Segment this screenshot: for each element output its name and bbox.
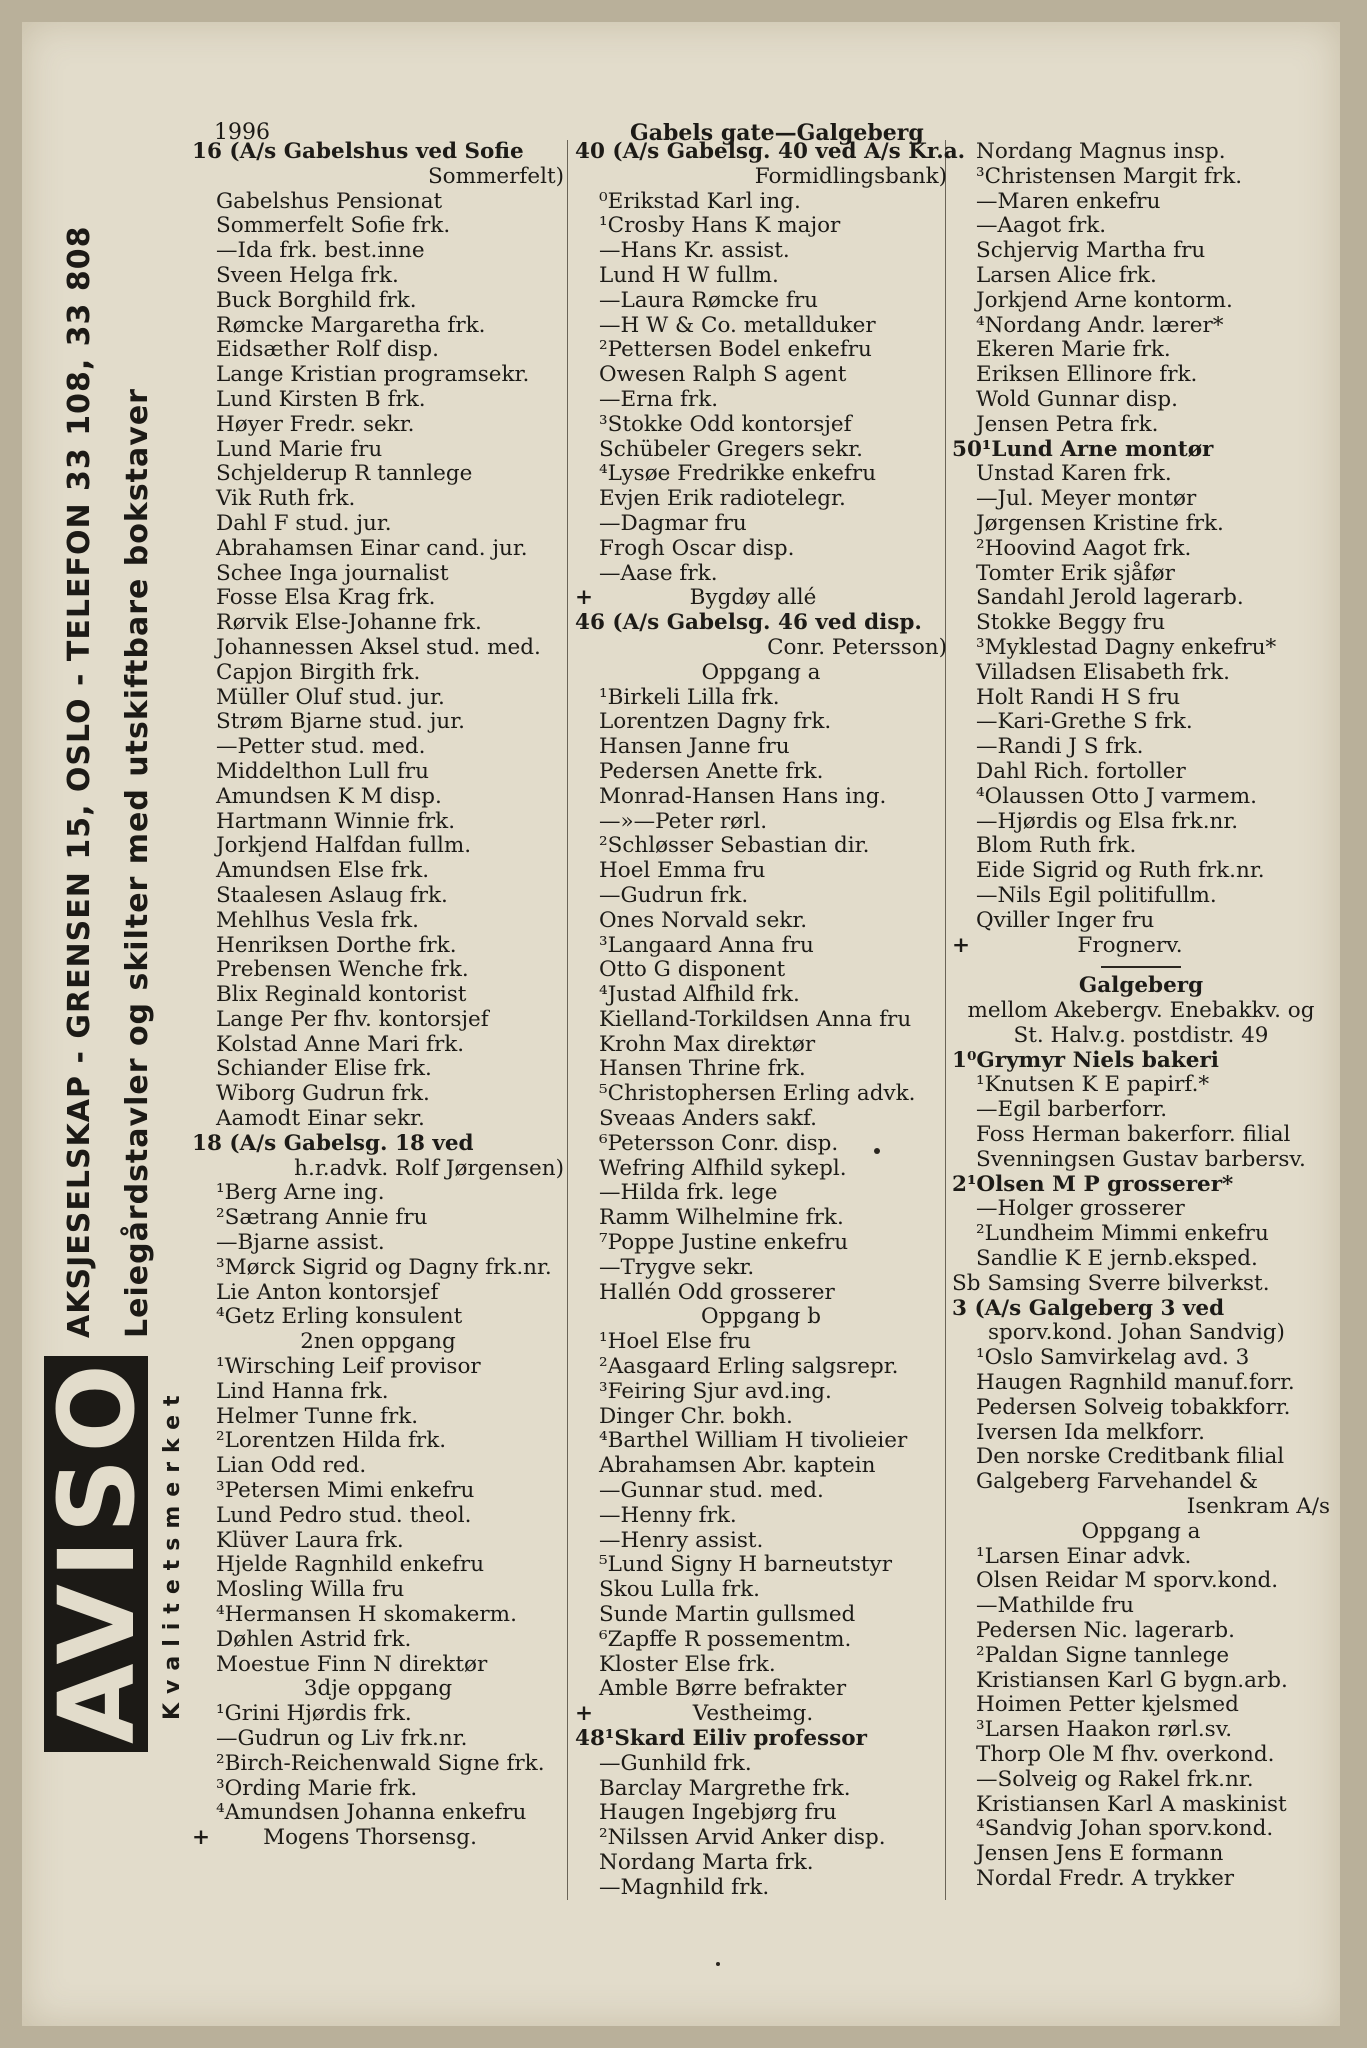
directory-entry: Jensen Jens E formann <box>976 1841 1224 1867</box>
directory-entry: ⁴Nordang Andr. lærer* <box>976 312 1224 338</box>
directory-entry: Hartmann Winnie frk. <box>216 808 456 834</box>
directory-entry: ³Christensen Margit frk. <box>976 163 1243 189</box>
directory-entry: ⁵Lund Signy H barneutstyr <box>599 1552 892 1578</box>
directory-entry: Oppgang a <box>1081 1518 1201 1544</box>
directory-entry: Stokke Beggy fru <box>976 610 1166 636</box>
directory-entry: Sandahl Jerold lagerarb. <box>976 585 1244 611</box>
directory-entry: ³Langaard Anna fru <box>599 932 814 958</box>
directory-entry: ⁴Amundsen Johanna enkefru <box>216 1800 527 1826</box>
directory-entry: ⁴Sandvig Johan sporv.kond. <box>976 1816 1274 1842</box>
directory-entry: ³Ording Marie frk. <box>216 1775 418 1801</box>
directory-entry: Klüver Laura frk. <box>216 1527 404 1553</box>
directory-entry: —Hilda frk. lege <box>599 1180 778 1206</box>
directory-entry <box>575 1702 947 1727</box>
directory-entry: Lian Odd red. <box>216 1453 367 1479</box>
directory-entry: —Gudrun og Liv frk.nr. <box>216 1726 468 1751</box>
directory-entry: Sb Samsing Sverre bilverkst. <box>952 1270 1270 1296</box>
directory-entry: ²Nilssen Arvid Anker disp. <box>599 1825 886 1851</box>
directory-entry: —Trygve sekr. <box>599 1254 755 1280</box>
directory-entry: Hansen Thrine frk. <box>599 1056 806 1082</box>
directory-entry: Ramm Wilhelmine frk. <box>599 1205 844 1231</box>
directory-entry: Pedersen Nic. lagerarb. <box>976 1618 1235 1644</box>
directory-entry: Dahl F stud. jur. <box>216 510 392 536</box>
directory-entry: Galgeberg <box>1078 973 1204 999</box>
directory-entry: Staalesen Aslaug frk. <box>216 882 448 908</box>
directory-entry: ⁴Olaussen Otto J varmem. <box>976 783 1257 809</box>
directory-entry: ²Sætrang Annie fru <box>216 1205 428 1231</box>
directory-entry: Eidsæther Rolf disp. <box>216 337 439 363</box>
directory-entry: Nordang Marta frk. <box>599 1849 814 1875</box>
directory-entry: sporv.kond. Johan Sandvig) <box>988 1320 1285 1346</box>
directory-entry: —Laura Rømcke fru <box>599 287 818 313</box>
directory-entry: Pedersen Anette frk. <box>599 758 824 784</box>
ad-product-line: Leiegårdstavler og skilter med utskiftbare bokstaver <box>120 388 155 1338</box>
directory-entry <box>192 1826 564 1851</box>
directory-entry: Blom Ruth frk. <box>976 833 1137 859</box>
directory-entry: Schiander Elise frk. <box>216 1056 432 1082</box>
directory-entry: Middelthon Lull fru <box>216 758 429 784</box>
directory-entry: Evjen Erik radiotelegr. <box>599 486 846 512</box>
directory-entry: Amundsen K M disp. <box>216 783 442 809</box>
directory-entry: Galgeberg Farvehandel & <box>976 1469 1258 1495</box>
directory-entry: Foss Herman bakerforr. filial <box>976 1122 1291 1148</box>
directory-entry: Schee Inga journalist <box>216 560 449 586</box>
directory-entry: Sveen Helga frk. <box>216 262 399 288</box>
directory-entry: Iversen Ida melkforr. <box>976 1419 1205 1445</box>
cross-street-label: Vestheimg. <box>692 1701 814 1727</box>
directory-entry: ³Petersen Mimi enkefru <box>216 1478 475 1504</box>
directory-entry: Kloster Else frk. <box>599 1651 776 1677</box>
directory-entry: 2¹Olsen M P grosserer* <box>952 1171 1234 1197</box>
directory-entry: Lind Hanna frk. <box>216 1378 389 1404</box>
directory-entry: Svenningsen Gustav barbersv. <box>976 1146 1306 1172</box>
directory-entry: Hoel Emma fru <box>599 858 766 884</box>
directory-entry: Lorentzen Dagny frk. <box>599 709 832 735</box>
directory-entry: Formidlingsbank) <box>754 163 947 189</box>
directory-entry: ⁶Petersson Conr. disp. <box>599 1130 839 1156</box>
directory-entry: mellom Akebergv. Enebakkv. og <box>967 998 1315 1024</box>
directory-entry: Lange Per fhv. kontorsjef <box>216 1006 489 1032</box>
directory-entry: Villadsen Elisabeth frk. <box>976 659 1231 685</box>
directory-entry: —Hjørdis og Elsa frk.nr. <box>976 808 1239 834</box>
directory-entry: Abrahamsen Abr. kaptein <box>599 1453 876 1479</box>
directory-entry: Wold Gunnar disp. <box>976 386 1178 412</box>
directory-entry: Jensen Petra frk. <box>976 411 1159 437</box>
cross-street-marker-icon: + <box>575 585 594 611</box>
directory-entry: Amble Børre befrakter <box>599 1676 847 1702</box>
directory-entry: Monrad-Hansen Hans ing. <box>599 783 887 809</box>
directory-entry: —Hans Kr. assist. <box>599 238 790 264</box>
directory-entry: Haugen Ragnhild manuf.forr. <box>976 1370 1295 1396</box>
directory-entry: —Kari-Grethe S frk. <box>976 709 1193 735</box>
directory-entry: Barclay Margrethe frk. <box>599 1775 851 1801</box>
directory-entry: Thorp Ole M fhv. overkond. <box>976 1742 1275 1767</box>
aviso-logo-text: AVISO <box>36 1358 158 1744</box>
directory-entry: 16 (A/s Gabelshus ved Sofie <box>192 139 524 164</box>
directory-entry: Lund Pedro stud. theol. <box>216 1502 472 1528</box>
directory-entry: Amundsen Else frk. <box>216 858 430 884</box>
cross-street-marker-icon: + <box>575 1701 594 1727</box>
directory-entry: Qviller Inger fru <box>976 907 1155 933</box>
directory-entry: Wefring Alfhild sykepl. <box>599 1155 847 1181</box>
directory-entry: Larsen Alice frk. <box>976 262 1157 288</box>
cross-street-label: Mogens Thorsensg. <box>263 1825 477 1851</box>
directory-entry: Hallén Odd grosserer <box>599 1279 835 1305</box>
page-number: 1996 <box>214 120 270 145</box>
directory-entry: —Mathilde fru <box>976 1593 1134 1619</box>
aviso-logo <box>36 1356 158 1752</box>
directory-entry: 46 (A/s Gabelsg. 46 ved disp. <box>575 610 922 636</box>
directory-entry: 48¹Skard Eiliv professor <box>575 1726 867 1751</box>
directory-entry: Ones Norvald sekr. <box>599 907 808 933</box>
directory-entry: —Bjarne assist. <box>216 1230 385 1256</box>
directory-entry: Hjelde Ragnhild enkefru <box>216 1552 485 1578</box>
directory-entry: —Solveig og Rakel frk.nr. <box>976 1766 1254 1792</box>
directory-entry: Isenkram A/s <box>1186 1494 1330 1520</box>
ink-speck <box>716 1962 720 1966</box>
directory-entry: ³Feiring Sjur avd.ing. <box>599 1378 832 1404</box>
directory-entry: Dahl Rich. fortoller <box>976 758 1186 784</box>
directory-entry: ²Aasgaard Erling salgsrepr. <box>599 1354 899 1380</box>
cross-street-label: Frognerv. <box>1077 932 1183 958</box>
directory-entry: ¹Hoel Else fru <box>599 1329 751 1355</box>
directory-entry: Kristiansen Karl A maskinist <box>976 1791 1287 1817</box>
directory-entry: Conr. Petersson) <box>767 634 947 660</box>
directory-entry: Lund Marie fru <box>216 436 383 462</box>
directory-entry: Tomter Erik sjåfør <box>976 560 1175 586</box>
directory-entry: 2nen oppgang <box>300 1329 456 1355</box>
directory-entry: Dinger Chr. bokh. <box>599 1403 793 1429</box>
directory-entry: St. Halv.g. postdistr. 49 <box>1013 1022 1269 1048</box>
directory-entry: 50¹Lund Arne montør <box>952 436 1214 462</box>
directory-entry: ¹Larsen Einar advk. <box>976 1543 1192 1569</box>
directory-entry: Helmer Tunne frk. <box>216 1403 419 1429</box>
directory-entry: Eide Sigrid og Ruth frk.nr. <box>976 858 1265 884</box>
directory-entry: Krohn Max direktør <box>599 1031 816 1057</box>
ink-speck <box>874 1148 880 1154</box>
directory-entry: Blix Reginald kontorist <box>216 982 467 1008</box>
directory-entry: Oppgang a <box>701 659 821 685</box>
directory-entry: —Maren enkefru <box>976 188 1161 214</box>
directory-entry: Sommerfelt Sofie frk. <box>216 213 451 239</box>
column-rule-1 <box>567 140 568 1900</box>
directory-entry: ⁴Justad Alfhild frk. <box>599 982 800 1008</box>
directory-entry: Fosse Elsa Krag frk. <box>216 585 436 611</box>
directory-entry: ⁶Zapffe R possementm. <box>599 1626 852 1652</box>
directory-entry <box>952 934 1330 959</box>
directory-entry: Lund H W fullm. <box>599 262 779 288</box>
directory-entry: Strøm Bjarne stud. jur. <box>216 709 465 735</box>
directory-entry: Moestue Finn N direktør <box>216 1651 488 1677</box>
directory-entry: Høyer Fredr. sekr. <box>216 411 415 437</box>
directory-entry: Skou Lulla frk. <box>599 1577 761 1603</box>
directory-entry: Pedersen Solveig tobakkforr. <box>976 1394 1291 1420</box>
directory-entry: Olsen Reidar M sporv.kond. <box>976 1568 1279 1594</box>
directory-entry: Haugen Ingebjørg fru <box>599 1800 837 1826</box>
column-2 <box>575 139 966 1901</box>
directory-entry: ¹Oslo Samvirkelag avd. 3 <box>976 1345 1250 1371</box>
column-3 <box>952 140 1330 1892</box>
directory-entry: Kielland-Torkildsen Anna fru <box>599 1006 912 1032</box>
directory-entry: 40 (A/s Gabelsg. 40 ved A/s Kr.a. <box>575 139 966 164</box>
directory-entry: —Gunhild frk. <box>599 1750 752 1776</box>
directory-entry: —Petter stud. med. <box>216 734 426 760</box>
directory-entry: Ekeren Marie frk. <box>976 337 1171 363</box>
directory-entry: Jorkjend Halfdan fullm. <box>216 833 472 859</box>
directory-entry: Buck Borghild frk. <box>216 287 417 313</box>
directory-entry: Otto G disponent <box>599 957 786 983</box>
directory-entry: Lund Kirsten B frk. <box>216 386 426 412</box>
directory-entry: Prebensen Wenche frk. <box>216 957 469 983</box>
directory-entry: —Nils Egil politifullm. <box>976 882 1217 908</box>
directory-entry: ¹Wirsching Leif provisor <box>216 1354 481 1380</box>
directory-entry: Døhlen Astrid frk. <box>216 1626 412 1652</box>
directory-entry: Gabelshus Pensionat <box>216 188 443 214</box>
directory-entry: ²Birch-Reichenwald Signe frk. <box>216 1750 545 1776</box>
ad-tagline: Kvalitetsmerket <box>160 1386 185 1720</box>
directory-entry: ²Hoovind Aagot frk. <box>976 535 1192 561</box>
directory-entry: Kristiansen Karl G bygn.arb. <box>976 1667 1288 1693</box>
directory-entry: ³Stokke Odd kontorsjef <box>599 411 852 437</box>
directory-entry: 3dje oppgang <box>303 1676 453 1702</box>
directory-entry: —Gunnar stud. med. <box>599 1478 824 1504</box>
section-divider <box>1101 966 1181 968</box>
directory-entry: Lange Kristian programsekr. <box>216 362 530 388</box>
directory-entry: —Egil barberforr. <box>976 1097 1168 1123</box>
directory-entry: —Jul. Meyer montør <box>976 486 1197 512</box>
directory-entry: —Erna frk. <box>599 386 719 412</box>
directory-entry: Frogh Oscar disp. <box>599 535 795 561</box>
directory-entry: Henriksen Dorthe frk. <box>216 932 457 958</box>
directory-entry: ²Lorentzen Hilda frk. <box>216 1428 447 1454</box>
directory-entry: Hoimen Petter kjelsmed <box>976 1692 1239 1718</box>
directory-entry: Schübeler Gregers sekr. <box>599 436 864 462</box>
directory-entry: ¹Crosby Hans K major <box>599 213 841 239</box>
directory-entry: Owesen Ralph S agent <box>599 362 847 388</box>
directory-entry: 18 (A/s Gabelsg. 18 ved <box>192 1130 474 1156</box>
directory-entry <box>575 586 947 611</box>
directory-entry: ²Paldan Signe tannlege <box>976 1642 1230 1668</box>
directory-entry: Jørgensen Kristine frk. <box>976 510 1224 536</box>
directory-entry: ³Mørck Sigrid og Dagny frk.nr. <box>216 1254 552 1280</box>
directory-entry: Capjon Birgith frk. <box>216 659 421 685</box>
cross-street-marker-icon: + <box>952 932 971 958</box>
column-1 <box>192 140 564 1851</box>
directory-entry: Sandlie K E jernb.eksped. <box>976 1246 1258 1272</box>
directory-entry: —Holger grosserer <box>976 1196 1185 1222</box>
directory-entry: ⁴Hermansen H skomakerm. <box>216 1602 517 1628</box>
directory-entry: ¹Knutsen K E papirf.* <box>976 1072 1210 1098</box>
cross-street-label: Bygdøy allé <box>689 585 817 611</box>
directory-entry: Holt Randi H S fru <box>976 684 1181 710</box>
directory-entry: —Henny frk. <box>599 1502 737 1528</box>
directory-entry: —Magnhild frk. <box>599 1874 770 1900</box>
running-head: Gabels gate—Galgeberg <box>630 120 924 146</box>
cross-street-marker-icon: + <box>192 1825 211 1851</box>
directory-entry: Eriksen Ellinore frk. <box>976 362 1198 388</box>
directory-entry: —Randi J S frk. <box>976 734 1144 760</box>
directory-entry: ⁴Lysøe Fredrikke enkefru <box>599 461 877 487</box>
directory-entry: —H W & Co. metallduker <box>599 312 876 338</box>
directory-entry: ⁵Christophersen Erling advk. <box>599 1081 916 1107</box>
directory-entry: 3 (A/s Galgeberg 3 ved <box>952 1295 1225 1321</box>
directory-entry: Jorkjend Arne kontorm. <box>976 287 1233 313</box>
directory-entry: Sunde Martin gullsmed <box>599 1602 856 1628</box>
directory-entry: Oppgang b <box>701 1304 821 1330</box>
directory-entry: ³Myklestad Dagny enkefru* <box>976 634 1277 660</box>
directory-entry: ²Lundheim Mimmi enkefru <box>976 1221 1269 1247</box>
directory-entry: Schjervig Martha fru <box>976 238 1206 264</box>
directory-entry: Müller Oluf stud. jur. <box>216 684 445 710</box>
directory-entry: Aamodt Einar sekr. <box>216 1106 425 1132</box>
directory-entry: ²Schløsser Sebastian dir. <box>599 833 870 859</box>
directory-entry: Nordal Fredr. A trykker <box>976 1865 1235 1891</box>
directory-entry: —Dagmar fru <box>599 510 747 536</box>
directory-entry: Sommerfelt) <box>427 163 564 189</box>
directory-entry: —Aase frk. <box>599 560 718 586</box>
directory-entry: ⁷Poppe Justine enkefru <box>599 1230 849 1256</box>
directory-entry: ³Larsen Haakon rørl.sv. <box>976 1717 1233 1743</box>
directory-entry: ⁴Barthel William H tivolieier <box>599 1428 908 1454</box>
directory-entry: Johannessen Aksel stud. med. <box>216 634 541 660</box>
ad-company-line: AKSJESELSKAP - GRENSEN 15, OSLO - TELEFON 33 108, 33 808 <box>62 225 97 1338</box>
directory-entry: ⁰Erikstad Karl ing. <box>599 188 801 214</box>
directory-entry: 1⁰Grymyr Niels bakeri <box>952 1047 1219 1073</box>
directory-entry: Schjelderup R tannlege <box>216 461 473 487</box>
directory-entry: ¹Berg Arne ing. <box>216 1180 385 1206</box>
directory-entry: Abrahamsen Einar cand. jur. <box>216 535 528 561</box>
directory-entry: —Ida frk. best.inne <box>216 238 425 264</box>
directory-entry: Hansen Janne fru <box>599 734 790 760</box>
directory-entry: Sveaas Anders sakf. <box>599 1106 818 1132</box>
directory-entry: h.r.advk. Rolf Jørgensen) <box>294 1155 564 1181</box>
directory-entry: Lie Anton kontorsjef <box>216 1279 439 1305</box>
directory-entry: Kolstad Anne Mari frk. <box>216 1031 465 1057</box>
directory-entry: ¹Grini Hjørdis frk. <box>216 1701 412 1727</box>
directory-entry: —Aagot frk. <box>976 213 1107 239</box>
directory-entry: ²Pettersen Bodel enkefru <box>599 337 872 363</box>
directory-entry: Rørvik Else-Johanne frk. <box>216 610 482 636</box>
directory-entry: —»—Peter rørl. <box>599 808 768 834</box>
directory-entry: Nordang Magnus insp. <box>976 139 1226 164</box>
directory-entry: Mehlhus Vesla frk. <box>216 907 419 933</box>
directory-entry: Rømcke Margaretha frk. <box>216 312 486 338</box>
directory-entry: Wiborg Gudrun frk. <box>216 1081 430 1107</box>
directory-entry: Den norske Creditbank filial <box>976 1444 1285 1470</box>
directory-entry: ¹Birkeli Lilla frk. <box>599 684 780 710</box>
directory-entry: Unstad Karen frk. <box>976 461 1172 487</box>
directory-entry: Mosling Willa fru <box>216 1577 405 1603</box>
directory-entry: Vik Ruth frk. <box>216 486 356 512</box>
directory-entry: —Gudrun frk. <box>599 882 749 908</box>
directory-entry: —Henry assist. <box>599 1527 764 1553</box>
directory-entry: ⁴Getz Erling konsulent <box>216 1304 463 1330</box>
